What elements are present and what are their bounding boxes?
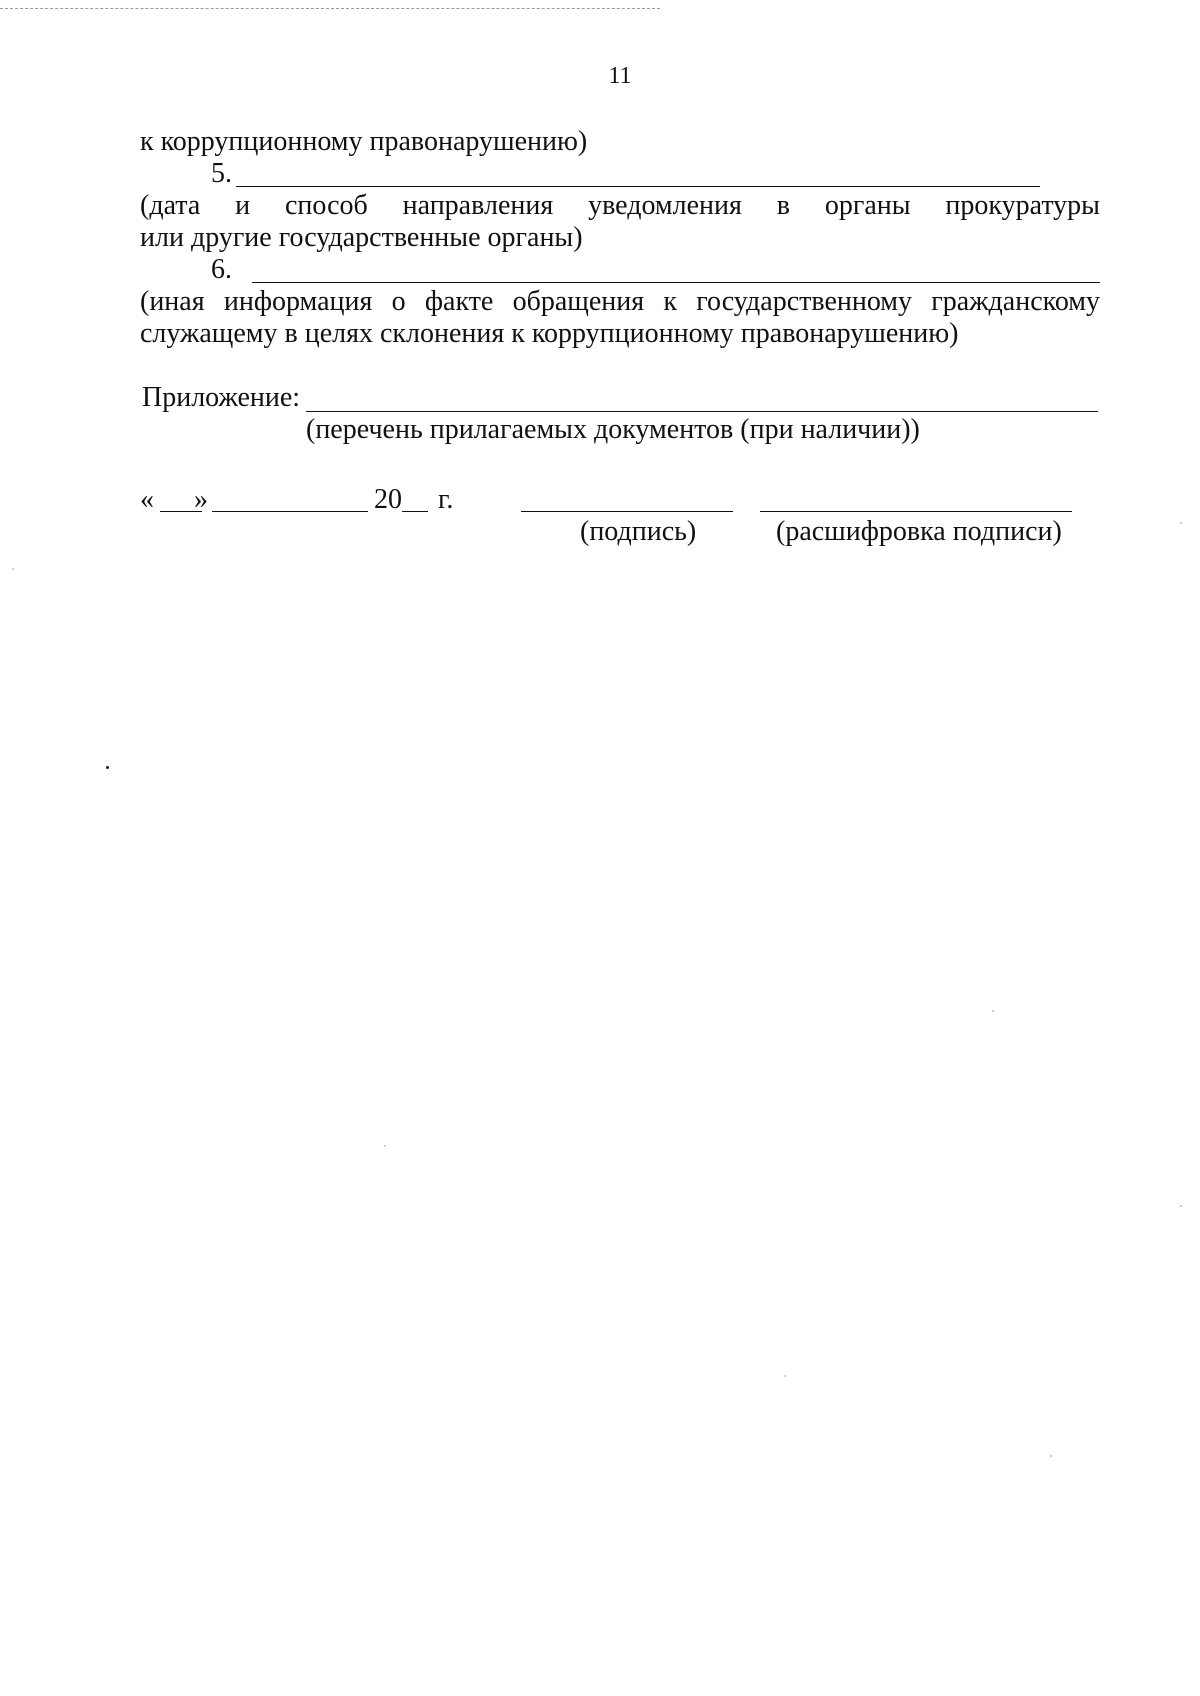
page-number: 11: [608, 63, 632, 89]
item-5-fill-line: [236, 186, 1040, 187]
scan-speck: [106, 766, 109, 769]
item-6-caption-line-1: (иная информация о факте обращения к государственному гражданскому: [140, 286, 1100, 317]
scan-speck: [1050, 1455, 1052, 1457]
scan-speck: [784, 1375, 786, 1377]
item-6-caption-line-2: служащему в целях склонения к коррупционному правонарушению): [140, 318, 959, 349]
scan-speck: [992, 1010, 994, 1012]
item-5-number: 5.: [211, 158, 232, 189]
item-5-caption-line-2: или другие государственные органы): [140, 222, 583, 253]
item-6-fill-line: [252, 282, 1100, 283]
item-6-number: 6.: [211, 254, 232, 285]
date-year-line: [402, 511, 428, 512]
date-open-quote: «: [140, 484, 154, 515]
scan-edge-artifact: [0, 8, 660, 9]
attachment-label: Приложение:: [142, 382, 301, 413]
scan-speck: [12, 568, 14, 570]
scan-speck: [384, 1145, 386, 1147]
date-year-prefix: 20: [374, 484, 402, 515]
attachment-fill-line: [306, 411, 1098, 412]
attachment-caption: (перечень прилагаемых документов (при наличии)): [306, 414, 920, 445]
signature-line: [521, 511, 733, 512]
date-close-quote: »: [194, 484, 208, 515]
signature-decode-line: [760, 511, 1072, 512]
text-line-continuation: к коррупционному правонарушению): [140, 126, 588, 157]
signature-decode-caption: (расшифровка подписи): [776, 516, 1062, 547]
scan-speck: [1180, 1205, 1182, 1207]
date-year-suffix: г.: [438, 484, 454, 515]
scan-speck: [1180, 522, 1182, 524]
signature-caption: (подпись): [580, 516, 697, 547]
item-5-caption-line-1: (дата и способ направления уведомления в органы прокуратуры: [140, 190, 1100, 221]
date-month-line: [212, 511, 368, 512]
